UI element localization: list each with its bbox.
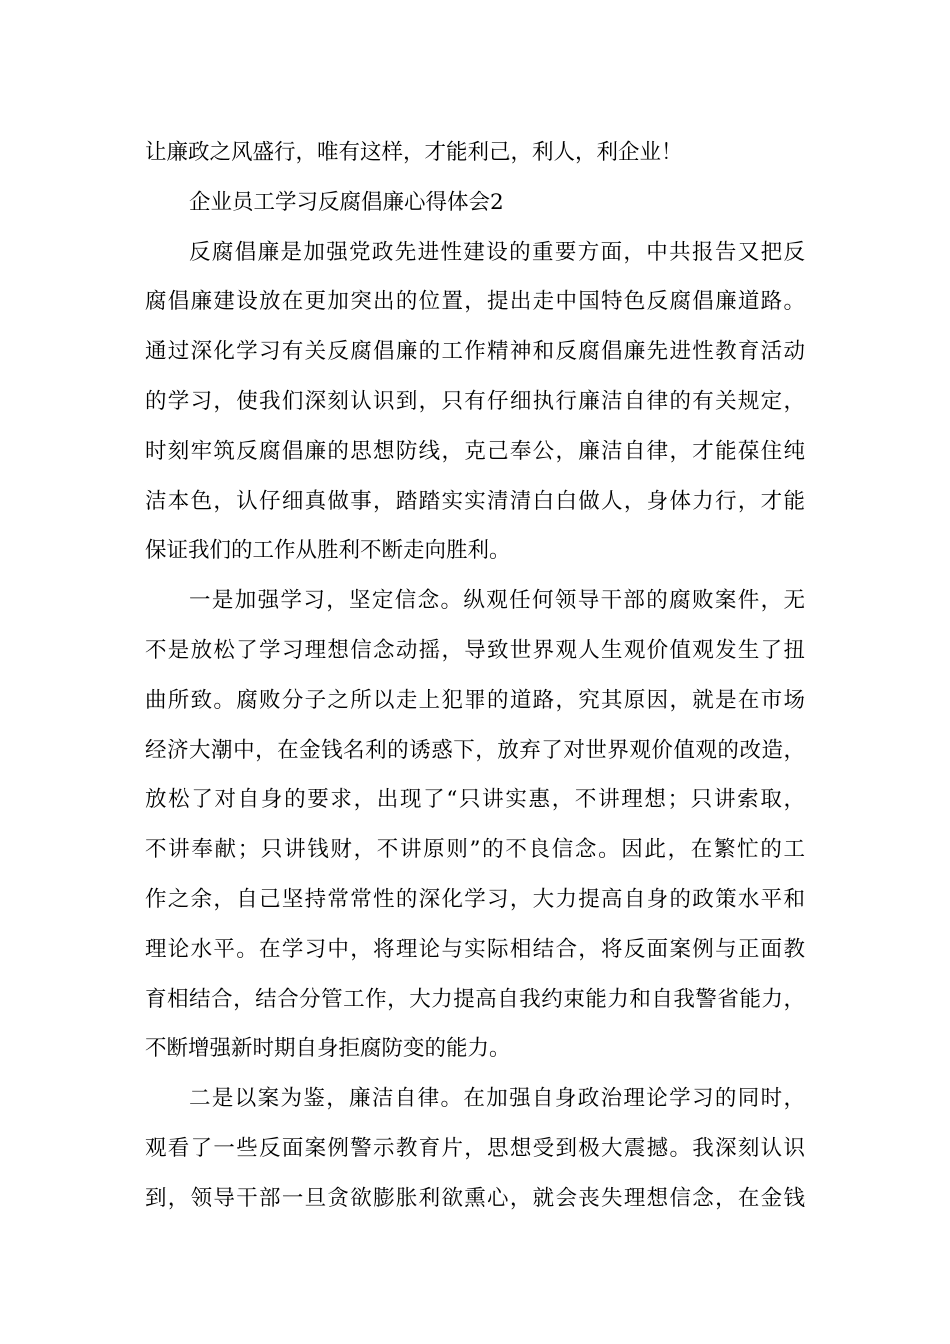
text-line: 作之余，自己坚持常常性的深化学习，大力提高自身的政策水平和 [145,886,805,912]
text-line: 理论水平。在学习中，将理论与实际相结合，将反面案例与正面教 [145,936,805,962]
text-line: 二是以案为鉴，廉洁自律。在加强自身政治理论学习的同时， [189,1086,805,1112]
text-line: 不断增强新时期自身拒腐防变的能力。 [145,1036,511,1062]
text-line: 不是放松了学习理想信念动摇，导致世界观人生观价值观发生了扭 [145,637,805,663]
text-line: 不讲奉献；只讲钱财，不讲原则”的不良信念。因此，在繁忙的工 [145,837,805,863]
text-line: 时刻牢筑反腐倡廉的思想防线，克己奉公，廉洁自律，才能葆住纯 [145,438,805,464]
text-line: 曲所致。腐败分子之所以走上犯罪的道路，究其原因，就是在市场 [145,687,805,713]
text-line: 保证我们的工作从胜利不断走向胜利。 [145,538,511,564]
text-line: 通过深化学习有关反腐倡廉的工作精神和反腐倡廉先进性教育活动 [145,339,805,365]
text-line: 放松了对自身的要求，出现了“只讲实惠，不讲理想；只讲索取， [145,787,805,813]
text-line: 洁本色，认仔细真做事，踏踏实实清清白白做人，身体力行，才能 [145,488,805,514]
text-line: 观看了一些反面案例警示教育片，思想受到极大震撼。我深刻认识 [145,1135,805,1161]
text-line: 育相结合，结合分管工作，大力提高自我约束能力和自我警省能力， [145,986,805,1012]
text-line: 企业员工学习反腐倡廉心得体会2 [189,189,504,215]
text-line: 一是加强学习，坚定信念。纵观任何领导干部的腐败案件，无 [189,588,805,614]
text-line: 到，领导干部一旦贪欲膨胀利欲熏心，就会丧失理想信念，在金钱 [145,1185,805,1211]
document-body [145,128,805,1224]
text-line: 让廉政之风盛行，唯有这样，才能利己，利人，利企业！ [145,140,683,165]
text-line: 反腐倡廉是加强党政先进性建设的重要方面，中共报告又把反 [189,239,805,265]
text-line: 腐倡廉建设放在更加突出的位置，提出走中国特色反腐倡廉道路。 [145,289,805,315]
text-line: 的学习，使我们深刻认识到，只有仔细执行廉洁自律的有关规定， [145,388,805,414]
text-line: 经济大潮中，在金钱名利的诱惑下，放弃了对世界观价值观的改造， [145,737,805,763]
